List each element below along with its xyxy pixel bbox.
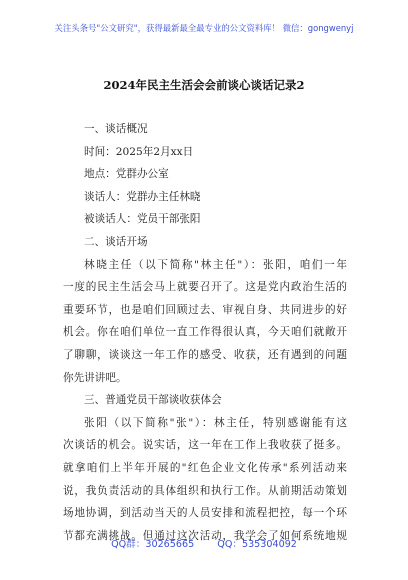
- body-line: 重要环节，也是咱们回顾过去、审视自身、共同进步的好: [63, 303, 347, 316]
- document-title: 2024年民主生活会会前谈心谈话记录2: [103, 78, 305, 92]
- body-line: 说，我负责活动的具体组织和执行工作。从前期活动策划: [63, 484, 347, 497]
- body-line: 次谈话的机会。说实话，这一年在工作上我收获了挺多。: [63, 439, 347, 452]
- body-line: 了聊聊，谈谈这一年工作的感受、收获，还有遇到的问题: [63, 348, 347, 361]
- body-line: 被谈话人：党员干部张阳: [84, 213, 201, 226]
- body-line: 就拿咱们上半年开展的"红色企业文化传承"系列活动来: [63, 461, 347, 474]
- document-body: [63, 118, 347, 547]
- body-line: 一度的民主生活会马上就要召开了。这是党内政治生活的: [63, 281, 347, 294]
- body-line: 二、谈话开场: [84, 235, 148, 248]
- body-line: 场地协调，到活动当天的人员安排和流程把控，每一个环: [63, 507, 347, 520]
- body-line: 机会。你在咱们单位一直工作得很认真，今天咱们就敞开: [63, 326, 347, 339]
- body-line: 节都充满挑战。但通过这次活动，我学会了如何系统地规: [63, 529, 347, 542]
- footer-contact: [0, 536, 408, 550]
- body-line: 一、谈话概况: [84, 123, 148, 135]
- body-line: 三、普通党员干部谈收获体会: [84, 394, 222, 407]
- body-line: 你先讲讲吧。: [63, 371, 127, 384]
- footer-qq-group: QQ群：30265665: [111, 539, 195, 550]
- body-line: 地点：党群办公室: [84, 168, 169, 181]
- footer-qq: QQ：535304092: [217, 539, 297, 550]
- body-line: 时间：2025年2月xx日: [84, 145, 194, 158]
- body-line: 张阳（以下简称"张"）：林主任，特别感谢能有这: [84, 416, 347, 429]
- body-line: 林晓主任（以下简称"林主任"）：张阳，咱们一年: [84, 258, 347, 271]
- header-banner: 关注头条号"公文研究"，获得最新最全最专业的公文资料库！ 微信：gongwenyj: [54, 23, 354, 33]
- body-line: 谈话人：党群办主任林晓: [84, 190, 201, 203]
